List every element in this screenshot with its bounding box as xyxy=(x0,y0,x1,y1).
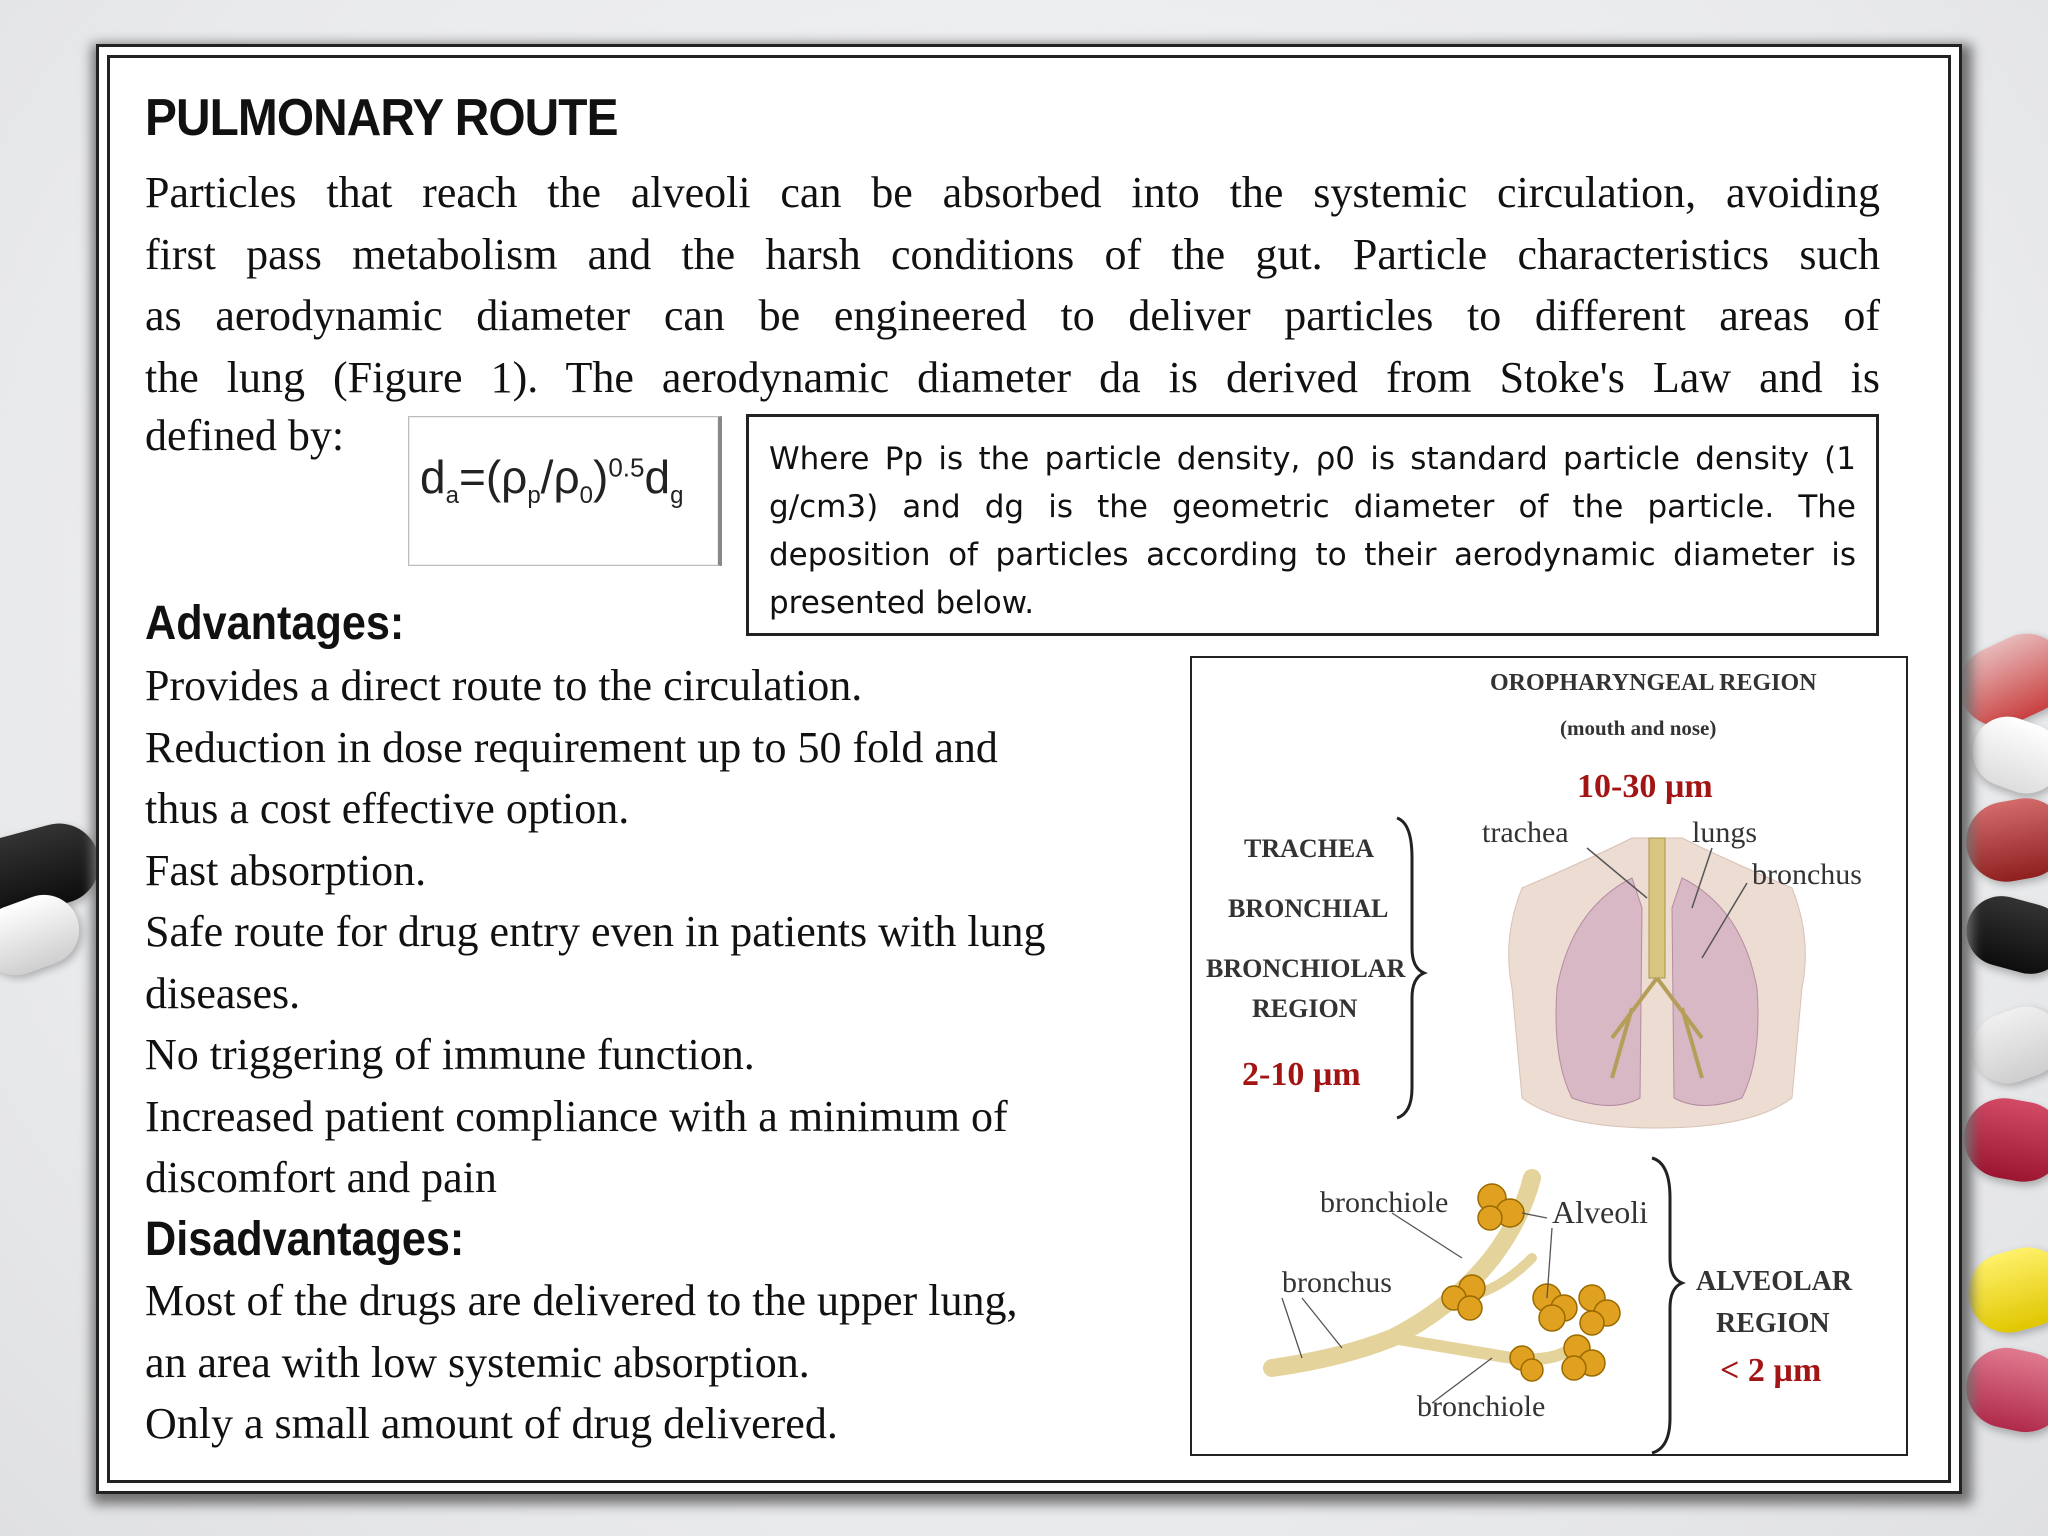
advantages-list xyxy=(145,655,1046,1209)
pill-decoration xyxy=(1959,1238,2048,1341)
intro-line: first pass metabolism and the harsh conditions of the gut. Particle characteristics such xyxy=(145,229,1880,279)
list-item: Most of the drugs are delivered to the upper lung, xyxy=(145,1276,1018,1325)
pill-decoration xyxy=(1960,792,2048,888)
disadvantages-list xyxy=(145,1270,1017,1455)
formula-part: p xyxy=(527,482,541,510)
mouth-nose-label: (mouth and nose) xyxy=(1560,716,1717,740)
list-item: Reduction in dose requirement up to 50 fold and xyxy=(145,722,998,772)
disadvantages-heading: Disadvantages: xyxy=(145,1213,465,1266)
slide-title: PULMONARY ROUTE xyxy=(145,89,618,147)
bronchial-region-label: BRONCHIAL xyxy=(1228,894,1389,923)
pill-decoration xyxy=(1963,707,2048,804)
formula-part: d xyxy=(420,451,446,503)
trachea-pointer-label: trachea xyxy=(1482,816,1569,849)
intro-line: the lung (Figure 1). The aerodynamic diameter da is derived from Stoke's Law and is xyxy=(145,352,1880,402)
formula-part: /ρ xyxy=(540,451,580,503)
bronchiole-top-label: bronchiole xyxy=(1320,1186,1449,1219)
list-item: Increased patient compliance with a minimum of xyxy=(145,1091,1008,1141)
lung-deposition-figure xyxy=(1190,656,1908,1456)
bronchiolar-region-label: BRONCHIOLAR xyxy=(1206,954,1406,983)
formula-part: 0 xyxy=(579,482,593,510)
alveolar-region-label: REGION xyxy=(1716,1308,1830,1339)
formula-part: a xyxy=(445,482,459,510)
pill-decoration xyxy=(1959,1340,2048,1439)
list-item: No triggering of immune function. xyxy=(145,1030,755,1079)
formula-part: 0.5 xyxy=(608,452,645,483)
intro-paragraph xyxy=(145,162,1880,408)
formula-part: =(ρ xyxy=(458,451,528,503)
bronchiole-bottom-label: bronchiole xyxy=(1417,1390,1546,1423)
alveolar-size-label: < 2 µm xyxy=(1720,1352,1822,1389)
list-item: Fast absorption. xyxy=(145,845,427,895)
list-item: Safe route for drug entry even in patients with lung xyxy=(145,907,1046,956)
oro-size-label: 10-30 µm xyxy=(1577,768,1713,805)
pill-decoration xyxy=(1963,997,2048,1094)
trachea-region-label: TRACHEA xyxy=(1244,834,1375,863)
alveoli-label: Alveoli xyxy=(1552,1194,1648,1230)
list-item: diseases. xyxy=(145,968,301,1018)
note-box: Where Pp is the particle density, ρ0 is standard particle density (1 g/cm3) and dg is the geometric diameter of the particle. The deposition of particles according to their aerodynamic diameter is presented below. xyxy=(746,414,1879,636)
formula-part: ) xyxy=(592,451,609,503)
lungs-pointer-label: lungs xyxy=(1692,816,1758,849)
list-item: an area with low systemic absorption. xyxy=(145,1337,810,1387)
advantages-heading: Advantages: xyxy=(145,597,405,650)
oropharyngeal-label: OROPHARYNGEAL REGION xyxy=(1490,670,1817,696)
formula-text xyxy=(420,450,683,510)
list-item: discomfort and pain xyxy=(145,1153,497,1202)
intro-line: Particles that reach the alveoli can be absorbed into the systemic circulation, avoiding xyxy=(145,168,1880,217)
list-item: Only a small amount of drug delivered. xyxy=(145,1399,838,1448)
bronchus-bottom-label: bronchus xyxy=(1282,1266,1392,1299)
region-label: REGION xyxy=(1252,994,1358,1023)
formula-part: d xyxy=(644,451,671,503)
list-item: thus a cost effective option. xyxy=(145,784,630,833)
intro-line: as aerodynamic diameter can be engineered to deliver particles to different areas of xyxy=(145,291,1880,340)
defined-by-text: defined by: xyxy=(145,411,345,460)
alveolar-label: ALVEOLAR xyxy=(1696,1266,1853,1297)
pill-decoration xyxy=(1959,888,2048,981)
bronchus-pointer-label: bronchus xyxy=(1752,858,1862,891)
tb-size-label: 2-10 µm xyxy=(1242,1056,1361,1093)
formula-part: g xyxy=(670,482,684,510)
list-item: Provides a direct route to the circulation. xyxy=(145,661,863,710)
